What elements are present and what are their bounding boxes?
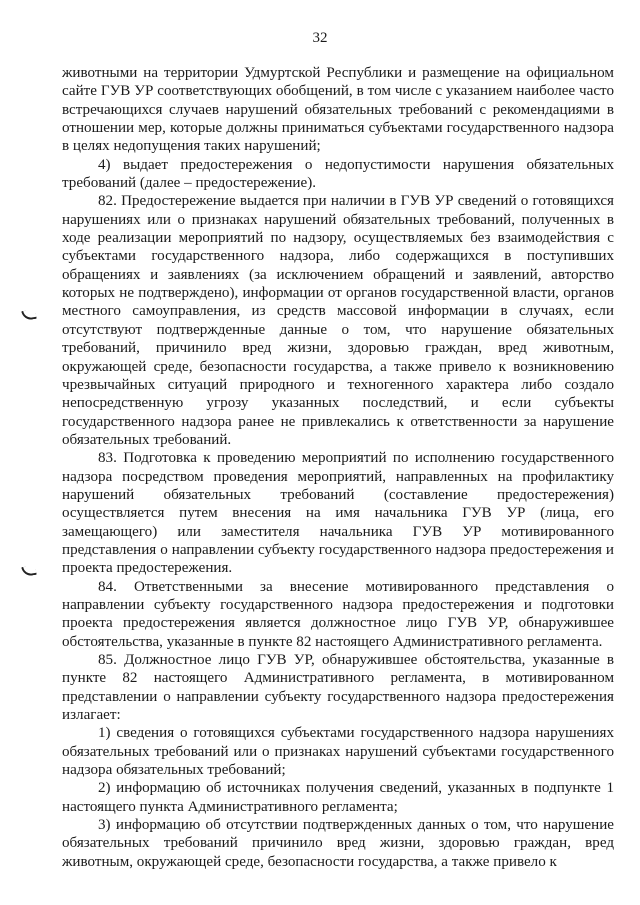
page-number: 32 [312,30,328,46]
paragraph: животными на территории Удмуртской Республики и размещение на официальном сайте ГУВ УР соответствующих обобщений, в том числе с указанием наиболее часто встречающихся случаев нарушений обязательных требований с рекомендациями в отношении мер, которые должны приниматься субъектами государственного надзора в целях недопущения таких нарушений; [62,65,614,155]
paragraph: 84. Ответственными за внесение мотивированного представления о направлении субъекту государственного надзора предостережения и подготовки проекта предостережения является должностное лицо ГУВ УР, обнаружившее обстоятельства, указанные в пункте 82 настоящего Административного регламента. [62,578,614,650]
document-body [62,64,614,871]
paragraph: 2) информацию об источниках получения сведений, указанных в подпункте 1 настоящего пункта Административного регламента; [62,780,614,815]
margin-mark [21,565,37,577]
paragraph: 83. Подготовка к проведению мероприятий по исполнению государственного надзора посредством проведения мероприятий, направленных на профилактику нарушений обязательных требований (составление предостережения) осуществляется путем внесения на имя начальника ГУВ УР (лица, его замещающего) или заместителя начальника ГУВ УР мотивированного представления о направлении субъекту государственного надзора предостережения и проекта предостережения. [62,450,614,577]
paragraph: 85. Должностное лицо ГУВ УР, обнаружившее обстоятельства, указанные в пункте 82 настоящего Административного регламента, в мотивированном представлении о направлении субъекту государственного надзора предостережения излагает: [62,652,614,724]
paragraph: 4) выдает предостережения о недопустимости нарушения обязательных требований (далее – предостережение). [62,156,614,192]
paragraph: 82. Предостережение выдается при наличии в ГУВ УР сведений о готовящихся нарушениях или о признаках нарушений обязательных требований, полученных в ходе реализации мероприятий по надзору, осуществляемых без взаимодействия с субъектами государственного надзора, либо содержащихся в поступивших обращениях и заявлениях (за исключением обращений и заявлений, авторство которых не подтверждено), информации от органов государственной власти, органов местного самоуправления, из средств массовой информации в случаях, если отсутствуют подтвержденные данные о том, что нарушение обязательных требований, причинило вред жизни, здоровью граждан, вред животным, окружающей среде, безопасности государства, а также привело к возникновению чрезвычайных ситуаций природного и техногенного характера либо создало непосредственную угрозу указанных последствий, и если субъекты государственного надзора ранее не привлекались к ответственности за нарушение обязательных требований. [62,193,614,448]
margin-mark [21,309,37,321]
paragraph: 3) информацию об отсутствии подтвержденных данных о том, что нарушение обязательных требований причинило вред жизни, здоровью граждан, вред животным, окружающей среде, безопасности государства, а также привело к [62,817,614,870]
paragraph: 1) сведения о готовящихся субъектами государственного надзора нарушениях обязательных требований или о признаках нарушений субъектами государственного надзора обязательных требований; [62,725,614,779]
